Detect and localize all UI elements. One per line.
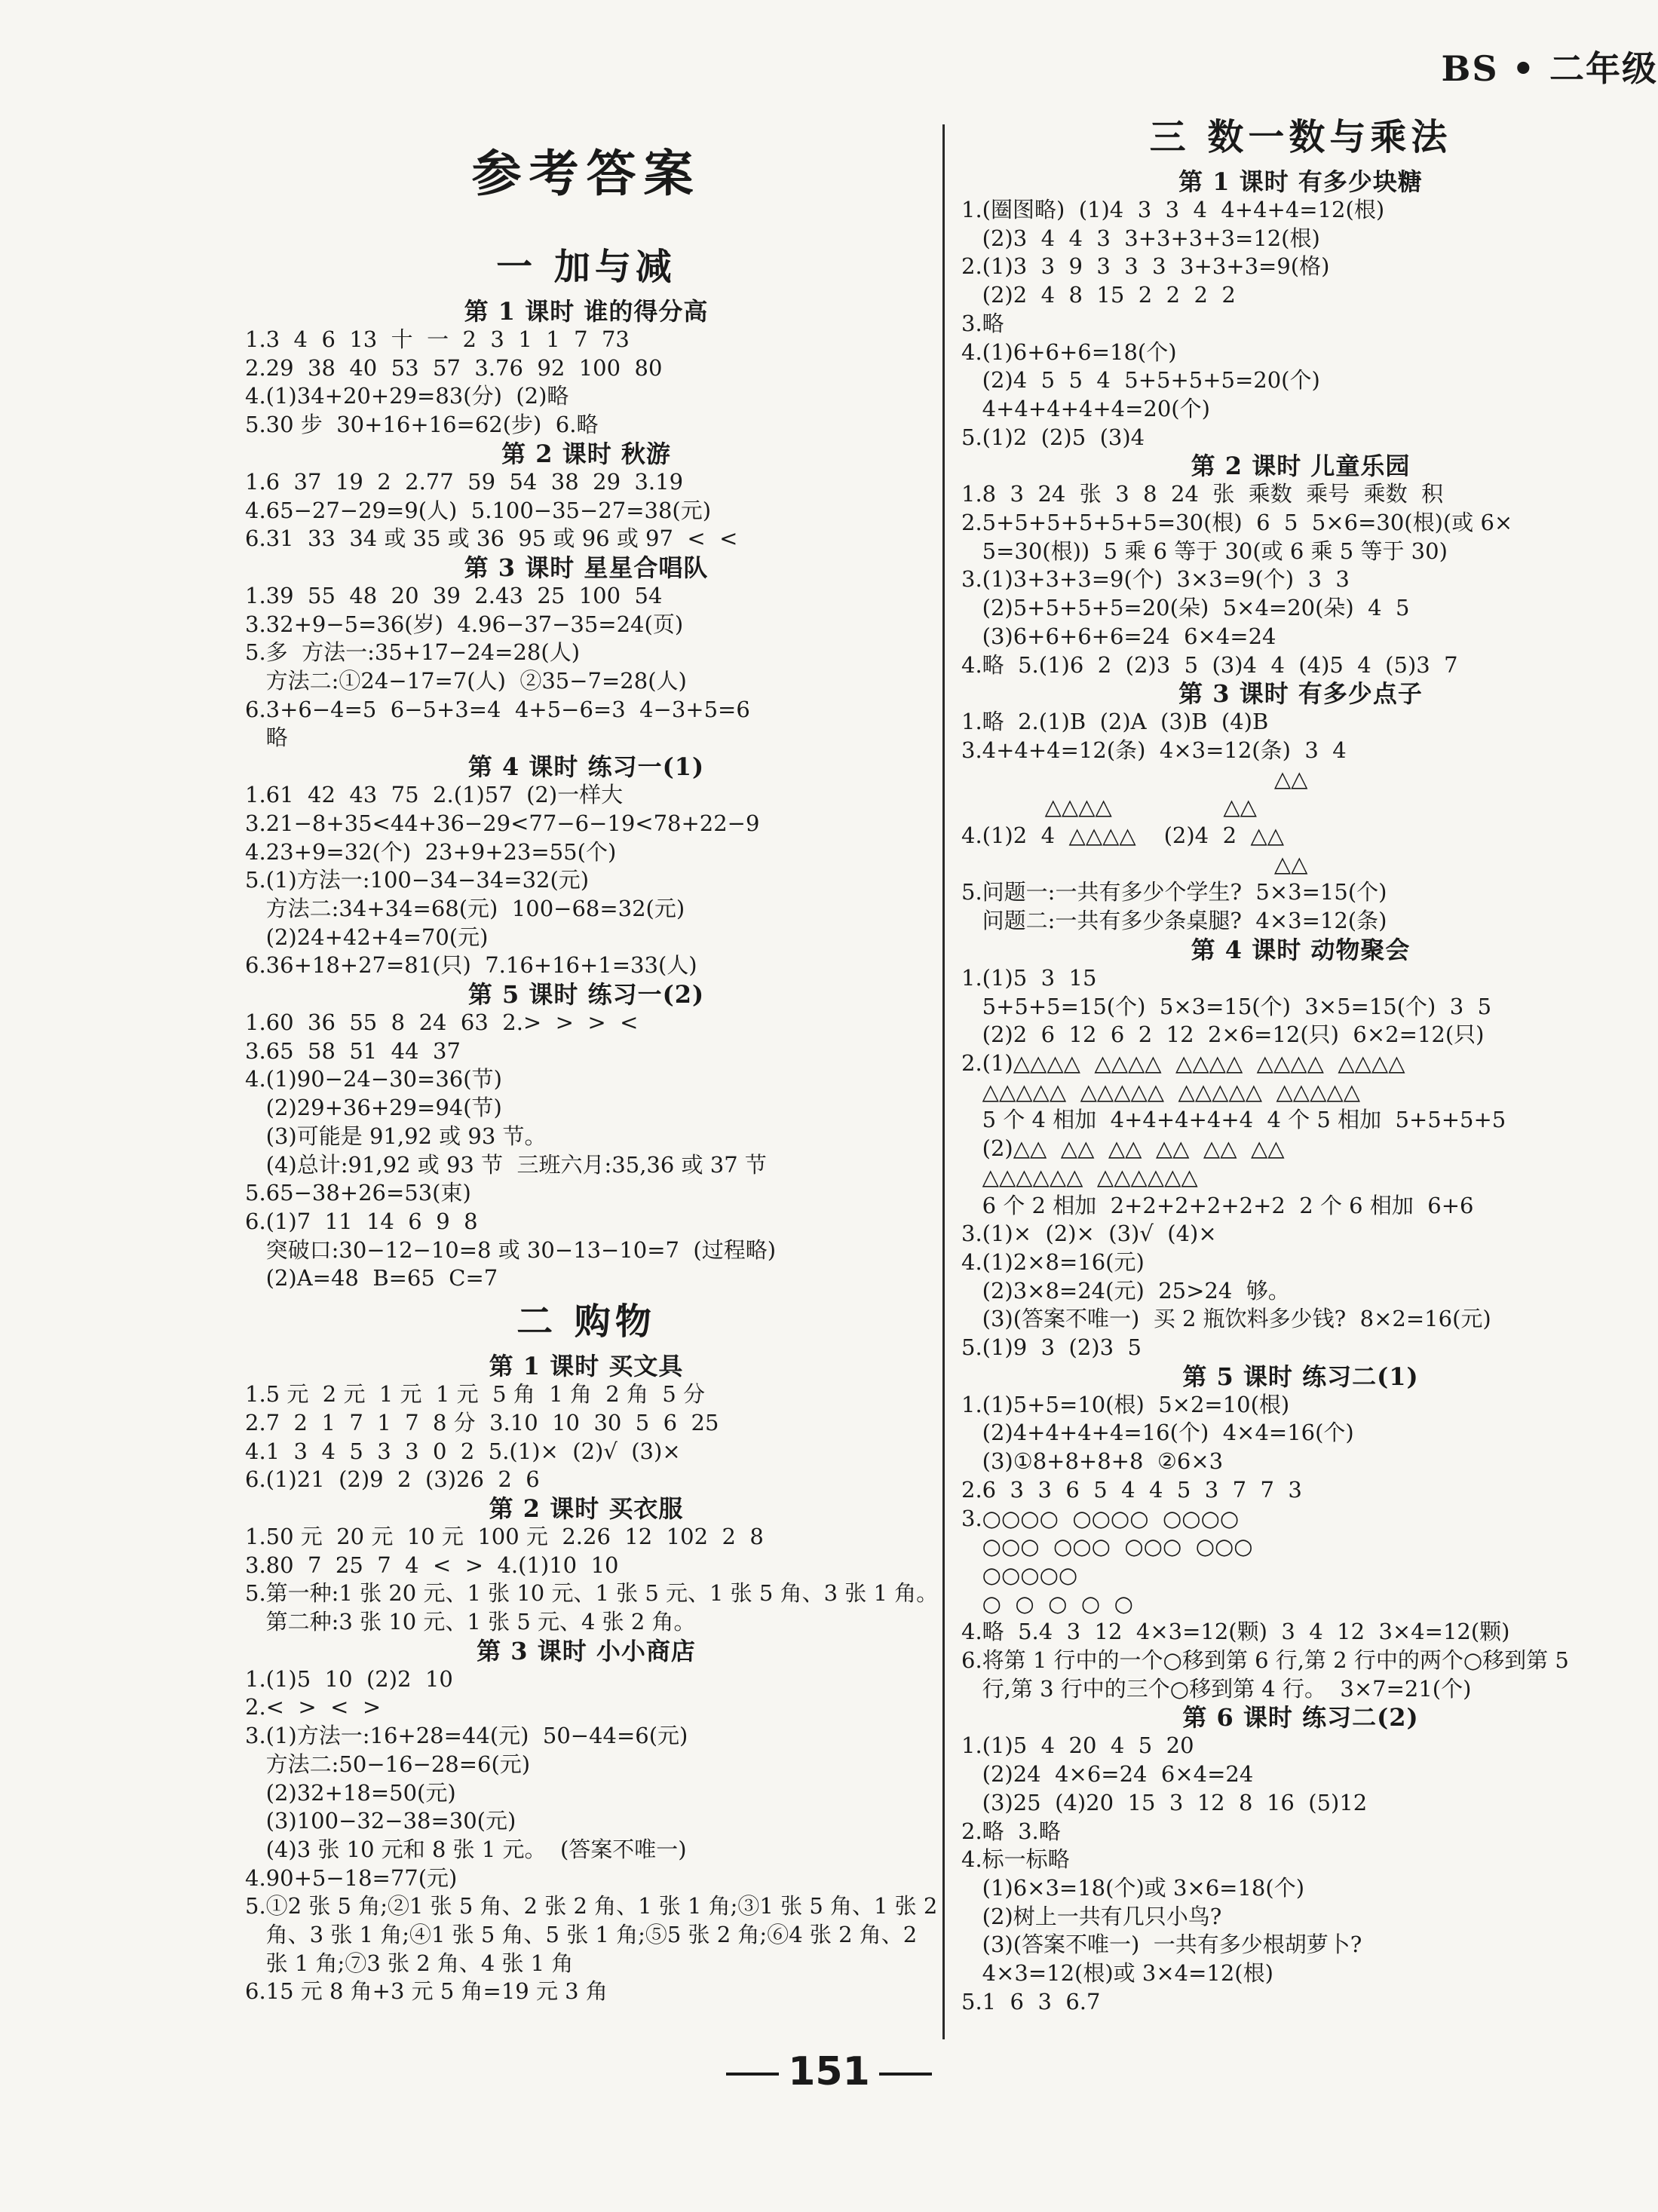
answer-line: (3)(答案不唯一) 一共有多少根胡萝卜? [961, 1932, 1362, 1958]
answer-line: 2.6 3 3 6 5 4 4 5 3 7 7 3 [961, 1476, 1302, 1503]
lesson-title: 第 4 课时 动物聚会 [1191, 935, 1411, 964]
answer-line: (4)3 张 10 元和 8 张 1 元。 (答案不唯一) [245, 1836, 687, 1862]
answer-line: 4.略 5.(1)6 2 (2)3 5 (3)4 4 (4)5 4 (5)3 7 [961, 651, 1458, 678]
answer-line: 5.多 方法一:35+17−24=28(人) [245, 639, 581, 666]
answer-line: 5.(1)2 (2)5 (3)4 [961, 424, 1145, 450]
answer-line: (2)24 4×6=24 6×4=24 [961, 1761, 1254, 1788]
answer-line: (1)6×3=18(个)或 3×6=18(个) [961, 1874, 1305, 1901]
answer-line: 6 个 2 相加 2+2+2+2+2+2 2 个 6 相加 6+6 [961, 1192, 1474, 1218]
answer-line: 3.65 58 51 44 37 [245, 1037, 461, 1064]
answer-line: 5.(1)9 3 (2)3 5 [961, 1334, 1142, 1361]
answer-line: (3)①8+8+8+8 ②6×3 [961, 1448, 1224, 1475]
answer-line: 1.50 元 20 元 10 元 100 元 2.26 12 102 2 8 [245, 1523, 764, 1549]
left-column [245, 143, 939, 2006]
answer-line: 第二种:3 张 10 元、1 张 5 元、4 张 2 角。 [245, 1609, 696, 1635]
lesson-title: 第 1 课时 买文具 [489, 1352, 684, 1381]
answer-line: (2)2 6 12 6 2 12 2×6=12(只) 6×2=12(只) [961, 1022, 1485, 1048]
answer-line: 角、3 张 1 角;④1 张 5 角、5 张 1 角;⑤5 张 2 角;⑥4 张 2 角、2 [245, 1922, 918, 1948]
page-title: 参考答案 [471, 144, 701, 203]
answer-line: (2)29+36+29=94(节) [245, 1095, 502, 1121]
answer-line: 5+5+5=15(个) 5×3=15(个) 3×5=15(个) 3 5 [961, 993, 1492, 1019]
answer-line: ○○○ ○○○ ○○○ ○○○ [961, 1533, 1253, 1560]
right-column [961, 113, 1640, 2016]
answer-line: 1.(1)5+5=10(根) 5×2=10(根) [961, 1391, 1290, 1417]
lesson-title: 第 2 课时 秋游 [501, 439, 671, 468]
answer-line: 4.1 3 4 5 3 3 0 2 5.(1)× (2)√ (3)× [245, 1438, 681, 1464]
lesson-title: 第 5 课时 练习二(1) [1182, 1362, 1419, 1391]
answer-line: 4.略 5.4 3 12 4×3=12(颗) 3 4 12 3×4=12(颗) [961, 1619, 1510, 1645]
answer-line: 1.(1)5 3 15 [961, 964, 1097, 991]
answer-line: △△ [961, 765, 1308, 792]
lesson-title: 第 1 课时 有多少块糖 [1178, 167, 1423, 196]
lesson-title: 第 6 课时 练习二(2) [1182, 1703, 1419, 1733]
answer-line: 6.31 33 34 或 35 或 36 95 或 96 或 97 < < [245, 525, 738, 552]
answer-line: (4)总计:91,92 或 93 节 三班六月:35,36 或 37 节 [245, 1151, 767, 1178]
chapter-title: 三 数一数与乘法 [1149, 116, 1452, 158]
answer-line: (2)3 4 4 3 3+3+3+3=12(根) [961, 225, 1320, 251]
lesson-title: 第 3 课时 有多少点子 [1178, 679, 1423, 709]
answer-line: 2.< > < > [245, 1694, 382, 1720]
answer-line: 4.标一标略 [961, 1846, 1070, 1873]
answer-line: 4.23+9=32(个) 23+9+23=55(个) [245, 838, 617, 865]
answer-line: 方法二:①24−17=7(人) ②35−7=28(人) [245, 668, 687, 694]
answer-line: 突破口:30−12−10=8 或 30−13−10=7 (过程略) [245, 1236, 777, 1263]
answer-line: 1.6 37 19 2 2.77 59 54 38 29 3.19 [245, 468, 684, 495]
answer-line: (2)32+18=50(元) [245, 1779, 456, 1806]
answer-line: 行,第 3 行中的三个○移到第 4 行。 3×7=21(个) [961, 1675, 1472, 1702]
answer-line: (2)3×8=24(元) 25>24 够。 [961, 1277, 1290, 1304]
answer-line: 3.32+9−5=36(岁) 4.96−37−35=24(页) [245, 611, 684, 637]
lesson-title: 第 5 课时 练习一(2) [467, 980, 705, 1009]
answer-line: △△△△△ △△△△△ △△△△△ △△△△△ [961, 1078, 1361, 1104]
footer-dash-left [726, 2073, 779, 2076]
answer-line: 6.将第 1 行中的一个○移到第 6 行,第 2 行中的两个○移到第 5 [961, 1647, 1569, 1674]
answer-line: (2)4 5 5 4 5+5+5+5=20(个) [961, 367, 1320, 394]
answer-line: △△△△ △△ [961, 794, 1257, 820]
answer-line: 1.39 55 48 20 39 2.43 25 100 54 [245, 582, 663, 608]
answer-line: 5=30(根)) 5 乘 6 等于 30(或 6 乘 5 等于 30) [961, 538, 1448, 564]
answer-line: 5.65−38+26=53(束) [245, 1180, 471, 1206]
lesson-title: 第 2 课时 儿童乐园 [1191, 452, 1411, 481]
lesson-title: 第 2 课时 买衣服 [489, 1494, 684, 1523]
answer-line: 2.略 3.略 [961, 1818, 1061, 1844]
answer-line: (3)25 (4)20 15 3 12 8 16 (5)12 [961, 1789, 1368, 1815]
answer-line: (2)4+4+4+4=16(个) 4×4=16(个) [961, 1420, 1354, 1446]
answer-line: 3.略 [961, 310, 1004, 336]
answer-line: 5.第一种:1 张 20 元、1 张 10 元、1 张 5 元、1 张 5 角、3 张 1 角。 [245, 1580, 939, 1607]
answer-line: (2)5+5+5+5=20(朵) 5×4=20(朵) 4 5 [961, 595, 1410, 621]
answer-line: 3.○○○○ ○○○○ ○○○○ [961, 1505, 1240, 1531]
answer-line: (3)100−32−38=30(元) [245, 1808, 516, 1834]
answer-line: 5.30 步 30+16+16=62(步) 6.略 [245, 412, 599, 438]
answer-line: 1.(1)5 4 20 4 5 20 [961, 1733, 1194, 1759]
answer-line: 2.5+5+5+5+5+5=30(根) 6 5 5×6=30(根)(或 6× [961, 510, 1513, 536]
answer-line: 4+4+4+4+4=20(个) [961, 395, 1210, 421]
answer-line: 张 1 角;⑦3 张 2 角、4 张 1 角 [245, 1950, 574, 1976]
answer-line: △△△△△△ △△△△△△ [961, 1163, 1198, 1190]
answer-line: 1.61 42 43 75 2.(1)57 (2)一样大 [245, 782, 624, 808]
answer-line: 3.80 7 25 7 4 < > 4.(1)10 10 [245, 1552, 619, 1578]
page-header: BS • 二年级 [1441, 48, 1658, 89]
answer-line: 方法二:50−16−28=6(元) [245, 1751, 531, 1777]
answer-line: 1.5 元 2 元 1 元 1 元 5 角 1 角 2 角 5 分 [245, 1381, 706, 1408]
lesson-title: 第 3 课时 小小商店 [477, 1636, 696, 1665]
answer-line: 1.略 2.(1)B (2)A (3)B (4)B [961, 709, 1269, 735]
answer-line: 2.7 2 1 7 1 7 8 分 3.10 10 30 5 6 25 [245, 1409, 719, 1435]
answer-line: 4.65−27−29=9(人) 5.100−35−27=38(元) [245, 497, 712, 523]
answer-line: 1.3 4 6 13 十 一 2 3 1 1 7 73 [245, 326, 630, 352]
answer-line: 3.(1)× (2)× (3)√ (4)× [961, 1221, 1217, 1247]
answer-line: 3.(1)3+3+3=9(个) 3×3=9(个) 3 3 [961, 566, 1350, 593]
answer-line: 3.21−8+35<44+36−29<77−6−19<78+22−9 [245, 810, 760, 836]
answer-line: (3)(答案不唯一) 买 2 瓶饮料多少钱? 8×2=16(元) [961, 1306, 1491, 1332]
answer-line: 5.①2 张 5 角;②1 张 5 角、2 张 2 角、1 张 1 角;③1 张 5 角、1 张 2 [245, 1893, 938, 1919]
answer-line: 1.(1)5 10 (2)2 10 [245, 1665, 453, 1692]
answer-line: 略 [245, 725, 288, 751]
answer-line: (2)24+42+4=70(元) [245, 924, 489, 950]
page-number: 151 [788, 2049, 870, 2094]
answer-line: 1.(圈图略) (1)4 3 3 4 4+4+4=12(根) [961, 197, 1385, 222]
answer-line: 1.8 3 24 张 3 8 24 张 乘数 乘号 乘数 积 [961, 481, 1444, 507]
answer-line: 5.1 6 3 6.7 [961, 1988, 1101, 2014]
answer-line: 4.(1)2 4 △△△△ (2)4 2 △△ [961, 823, 1285, 849]
answer-line: 2.(1)3 3 9 3 3 3 3+3+3=9(格) [961, 253, 1330, 280]
answer-line: (3)可能是 91,92 或 93 节。 [245, 1123, 547, 1149]
column-divider [942, 124, 945, 2039]
lesson-title: 第 4 课时 练习一(1) [467, 752, 705, 782]
answer-line: 5.(1)方法一:100−34−34=32(元) [245, 867, 590, 893]
answer-line: 5 个 4 相加 4+4+4+4+4 4 个 5 相加 5+5+5+5 [961, 1107, 1506, 1133]
page-footer [0, 2049, 1658, 2094]
answer-line: (2)树上一共有几只小鸟? [961, 1903, 1222, 1929]
answer-line: 3.(1)方法一:16+28=44(元) 50−44=6(元) [245, 1723, 688, 1749]
lesson-title: 第 1 课时 谁的得分高 [464, 297, 709, 326]
chapter-title: 二 购物 [516, 1301, 656, 1343]
answer-line: (2)2 4 8 15 2 2 2 2 [961, 282, 1236, 308]
answer-line: (2)△△ △△ △△ △△ △△ △△ [961, 1135, 1285, 1162]
answer-line: 6.3+6−4=5 6−5+3=4 4+5−6=3 4−3+5=6 [245, 696, 750, 722]
answer-line: 2.(1)△△△△ △△△△ △△△△ △△△△ △△△△ [961, 1049, 1405, 1076]
footer-dash-right [879, 2073, 932, 2076]
answer-line: 4.(1)2×8=16(元) [961, 1248, 1145, 1275]
answer-line: 6.36+18+27=81(只) 7.16+16+1=33(人) [245, 952, 697, 979]
answer-line: 4.(1)90−24−30=36(节) [245, 1066, 502, 1092]
answer-line: 2.29 38 40 53 57 3.76 92 100 80 [245, 354, 663, 381]
answer-line: 5.问题一:一共有多少个学生? 5×3=15(个) [961, 879, 1387, 905]
answer-line: 问题二:一共有多少条桌腿? 4×3=12(条) [961, 908, 1387, 934]
chapter-title: 一 加与减 [496, 246, 676, 288]
answer-line: (3)6+6+6+6=24 6×4=24 [961, 623, 1276, 649]
answer-line: 4.(1)6+6+6=18(个) [961, 339, 1177, 365]
answer-line: 1.60 36 55 8 24 63 2.> > > < [245, 1009, 639, 1036]
answer-line: 4.(1)34+20+29=83(分) (2)略 [245, 383, 569, 409]
answer-line: 3.4+4+4=12(条) 4×3=12(条) 3 4 [961, 737, 1347, 763]
answer-line: (2)A=48 B=65 C=7 [245, 1265, 498, 1291]
answer-line: 方法二:34+34=68(元) 100−68=32(元) [245, 895, 685, 921]
answer-line: △△ [961, 850, 1308, 877]
answer-line: 6.(1)7 11 14 6 9 8 [245, 1208, 478, 1234]
answer-line: ○○○○○ [961, 1561, 1078, 1588]
answer-line: 6.(1)21 (2)9 2 (3)26 2 6 [245, 1466, 540, 1493]
answer-line: 6.15 元 8 角+3 元 5 角=19 元 3 角 [245, 1978, 608, 2005]
answer-line: 4×3=12(根)或 3×4=12(根) [961, 1960, 1273, 1987]
answer-line: ○ ○ ○ ○ ○ [961, 1590, 1133, 1616]
lesson-title: 第 3 课时 星星合唱队 [464, 553, 709, 582]
answer-line: 4.90+5−18=77(元) [245, 1864, 458, 1891]
